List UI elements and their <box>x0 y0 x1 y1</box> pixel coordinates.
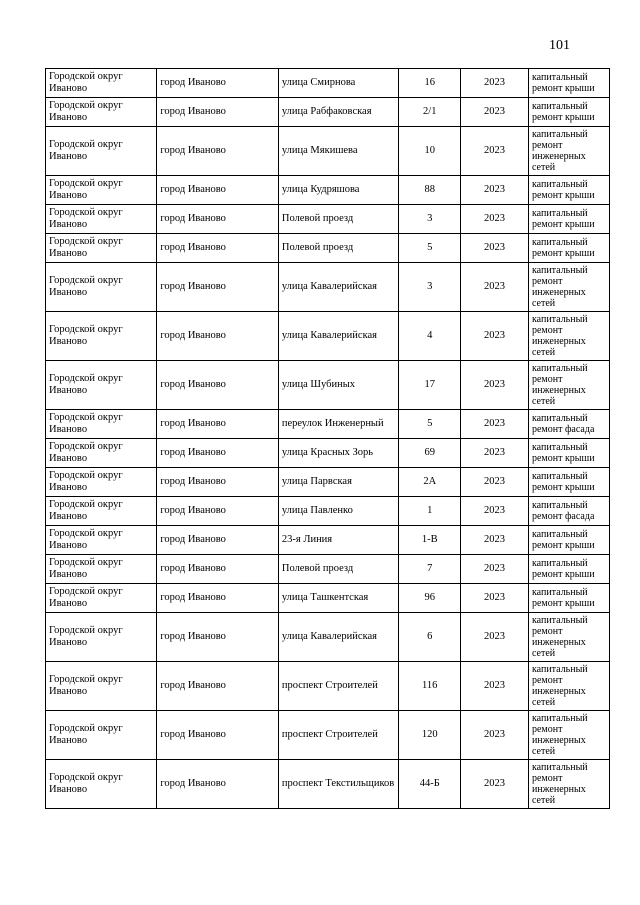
house-number-cell: 2/1 <box>399 98 461 127</box>
year-cell: 2023 <box>461 468 529 497</box>
city-cell: город Иваново <box>157 410 279 439</box>
okrug-cell: Городской округ Иваново <box>46 555 157 584</box>
city-cell: город Иваново <box>157 234 279 263</box>
table-row <box>46 234 610 263</box>
year-cell: 2023 <box>461 613 529 662</box>
city-cell: город Иваново <box>157 526 279 555</box>
year-cell: 2023 <box>461 439 529 468</box>
work-type-cell: капитальный ремонт крыши <box>528 234 609 263</box>
year-cell: 2023 <box>461 555 529 584</box>
house-number-cell: 116 <box>399 662 461 711</box>
year-cell: 2023 <box>461 361 529 410</box>
house-number-cell: 120 <box>399 711 461 760</box>
okrug-cell: Городской округ Иваново <box>46 205 157 234</box>
table-row <box>46 555 610 584</box>
house-number-cell: 2А <box>399 468 461 497</box>
okrug-cell: Городской округ Иваново <box>46 127 157 176</box>
year-cell: 2023 <box>461 410 529 439</box>
okrug-cell: Городской округ Иваново <box>46 69 157 98</box>
work-type-cell: капитальный ремонт инженерных сетей <box>528 662 609 711</box>
street-cell: улица Мякишева <box>278 127 398 176</box>
table-row <box>46 176 610 205</box>
work-type-cell: капитальный ремонт инженерных сетей <box>528 361 609 410</box>
work-type-cell: капитальный ремонт крыши <box>528 205 609 234</box>
okrug-cell: Городской округ Иваново <box>46 468 157 497</box>
work-type-cell: капитальный ремонт крыши <box>528 584 609 613</box>
house-number-cell: 69 <box>399 439 461 468</box>
work-type-cell: капитальный ремонт фасада <box>528 410 609 439</box>
street-cell: улица Смирнова <box>278 69 398 98</box>
table-row <box>46 613 610 662</box>
house-number-cell: 1 <box>399 497 461 526</box>
house-number-cell: 16 <box>399 69 461 98</box>
street-cell: проспект Строителей <box>278 711 398 760</box>
table-row <box>46 98 610 127</box>
city-cell: город Иваново <box>157 662 279 711</box>
table-row <box>46 760 610 809</box>
table-row <box>46 69 610 98</box>
city-cell: город Иваново <box>157 361 279 410</box>
work-type-cell: капитальный ремонт крыши <box>528 98 609 127</box>
street-cell: Полевой проезд <box>278 205 398 234</box>
okrug-cell: Городской округ Иваново <box>46 584 157 613</box>
year-cell: 2023 <box>461 497 529 526</box>
year-cell: 2023 <box>461 234 529 263</box>
street-cell: улица Ташкентская <box>278 584 398 613</box>
table-row <box>46 526 610 555</box>
city-cell: город Иваново <box>157 555 279 584</box>
table-row <box>46 263 610 312</box>
year-cell: 2023 <box>461 127 529 176</box>
house-number-cell: 3 <box>399 205 461 234</box>
page-number: 101 <box>549 38 570 53</box>
city-cell: город Иваново <box>157 760 279 809</box>
year-cell: 2023 <box>461 711 529 760</box>
table-row <box>46 312 610 361</box>
year-cell: 2023 <box>461 584 529 613</box>
okrug-cell: Городской округ Иваново <box>46 613 157 662</box>
city-cell: город Иваново <box>157 497 279 526</box>
house-number-cell: 7 <box>399 555 461 584</box>
city-cell: город Иваново <box>157 439 279 468</box>
year-cell: 2023 <box>461 526 529 555</box>
year-cell: 2023 <box>461 263 529 312</box>
okrug-cell: Городской округ Иваново <box>46 526 157 555</box>
work-type-cell: капитальный ремонт крыши <box>528 526 609 555</box>
city-cell: город Иваново <box>157 263 279 312</box>
city-cell: город Иваново <box>157 613 279 662</box>
street-cell: Полевой проезд <box>278 555 398 584</box>
street-cell: улица Парвская <box>278 468 398 497</box>
street-cell: проспект Строителей <box>278 662 398 711</box>
street-cell: улица Кудряшова <box>278 176 398 205</box>
city-cell: город Иваново <box>157 205 279 234</box>
table-row <box>46 584 610 613</box>
okrug-cell: Городской округ Иваново <box>46 410 157 439</box>
city-cell: город Иваново <box>157 127 279 176</box>
work-type-cell: капитальный ремонт инженерных сетей <box>528 127 609 176</box>
house-number-cell: 1-В <box>399 526 461 555</box>
okrug-cell: Городской округ Иваново <box>46 760 157 809</box>
city-cell: город Иваново <box>157 468 279 497</box>
work-type-cell: капитальный ремонт инженерных сетей <box>528 263 609 312</box>
house-number-cell: 88 <box>399 176 461 205</box>
table-row <box>46 361 610 410</box>
table-row <box>46 410 610 439</box>
house-number-cell: 44-Б <box>399 760 461 809</box>
okrug-cell: Городской округ Иваново <box>46 234 157 263</box>
city-cell: город Иваново <box>157 98 279 127</box>
year-cell: 2023 <box>461 312 529 361</box>
street-cell: улица Кавалерийская <box>278 613 398 662</box>
repair-schedule-table <box>45 68 610 809</box>
work-type-cell: капитальный ремонт крыши <box>528 69 609 98</box>
work-type-cell: капитальный ремонт крыши <box>528 555 609 584</box>
table-row <box>46 468 610 497</box>
year-cell: 2023 <box>461 662 529 711</box>
street-cell: проспект Текстильщиков <box>278 760 398 809</box>
okrug-cell: Городской округ Иваново <box>46 439 157 468</box>
city-cell: город Иваново <box>157 711 279 760</box>
table-row <box>46 497 610 526</box>
street-cell: переулок Инженерный <box>278 410 398 439</box>
city-cell: город Иваново <box>157 69 279 98</box>
okrug-cell: Городской округ Иваново <box>46 312 157 361</box>
table-row <box>46 127 610 176</box>
street-cell: улица Павленко <box>278 497 398 526</box>
street-cell: Полевой проезд <box>278 234 398 263</box>
work-type-cell: капитальный ремонт крыши <box>528 176 609 205</box>
okrug-cell: Городской округ Иваново <box>46 662 157 711</box>
house-number-cell: 5 <box>399 410 461 439</box>
work-type-cell: капитальный ремонт крыши <box>528 439 609 468</box>
street-cell: улица Красных Зорь <box>278 439 398 468</box>
table-row <box>46 205 610 234</box>
work-type-cell: капитальный ремонт инженерных сетей <box>528 312 609 361</box>
house-number-cell: 5 <box>399 234 461 263</box>
work-type-cell: капитальный ремонт инженерных сетей <box>528 760 609 809</box>
okrug-cell: Городской округ Иваново <box>46 98 157 127</box>
street-cell: 23-я Линия <box>278 526 398 555</box>
year-cell: 2023 <box>461 760 529 809</box>
work-type-cell: капитальный ремонт инженерных сетей <box>528 711 609 760</box>
okrug-cell: Городской округ Иваново <box>46 497 157 526</box>
work-type-cell: капитальный ремонт крыши <box>528 468 609 497</box>
work-type-cell: капитальный ремонт фасада <box>528 497 609 526</box>
city-cell: город Иваново <box>157 584 279 613</box>
table-row <box>46 711 610 760</box>
house-number-cell: 10 <box>399 127 461 176</box>
table-body <box>46 69 610 809</box>
table-row <box>46 439 610 468</box>
street-cell: улица Шубиных <box>278 361 398 410</box>
street-cell: улица Рабфаковская <box>278 98 398 127</box>
street-cell: улица Кавалерийская <box>278 312 398 361</box>
okrug-cell: Городской округ Иваново <box>46 361 157 410</box>
okrug-cell: Городской округ Иваново <box>46 263 157 312</box>
year-cell: 2023 <box>461 176 529 205</box>
house-number-cell: 6 <box>399 613 461 662</box>
house-number-cell: 4 <box>399 312 461 361</box>
table-row <box>46 662 610 711</box>
okrug-cell: Городской округ Иваново <box>46 176 157 205</box>
house-number-cell: 17 <box>399 361 461 410</box>
street-cell: улица Кавалерийская <box>278 263 398 312</box>
year-cell: 2023 <box>461 69 529 98</box>
city-cell: город Иваново <box>157 176 279 205</box>
year-cell: 2023 <box>461 205 529 234</box>
work-type-cell: капитальный ремонт инженерных сетей <box>528 613 609 662</box>
city-cell: город Иваново <box>157 312 279 361</box>
house-number-cell: 3 <box>399 263 461 312</box>
year-cell: 2023 <box>461 98 529 127</box>
house-number-cell: 96 <box>399 584 461 613</box>
okrug-cell: Городской округ Иваново <box>46 711 157 760</box>
